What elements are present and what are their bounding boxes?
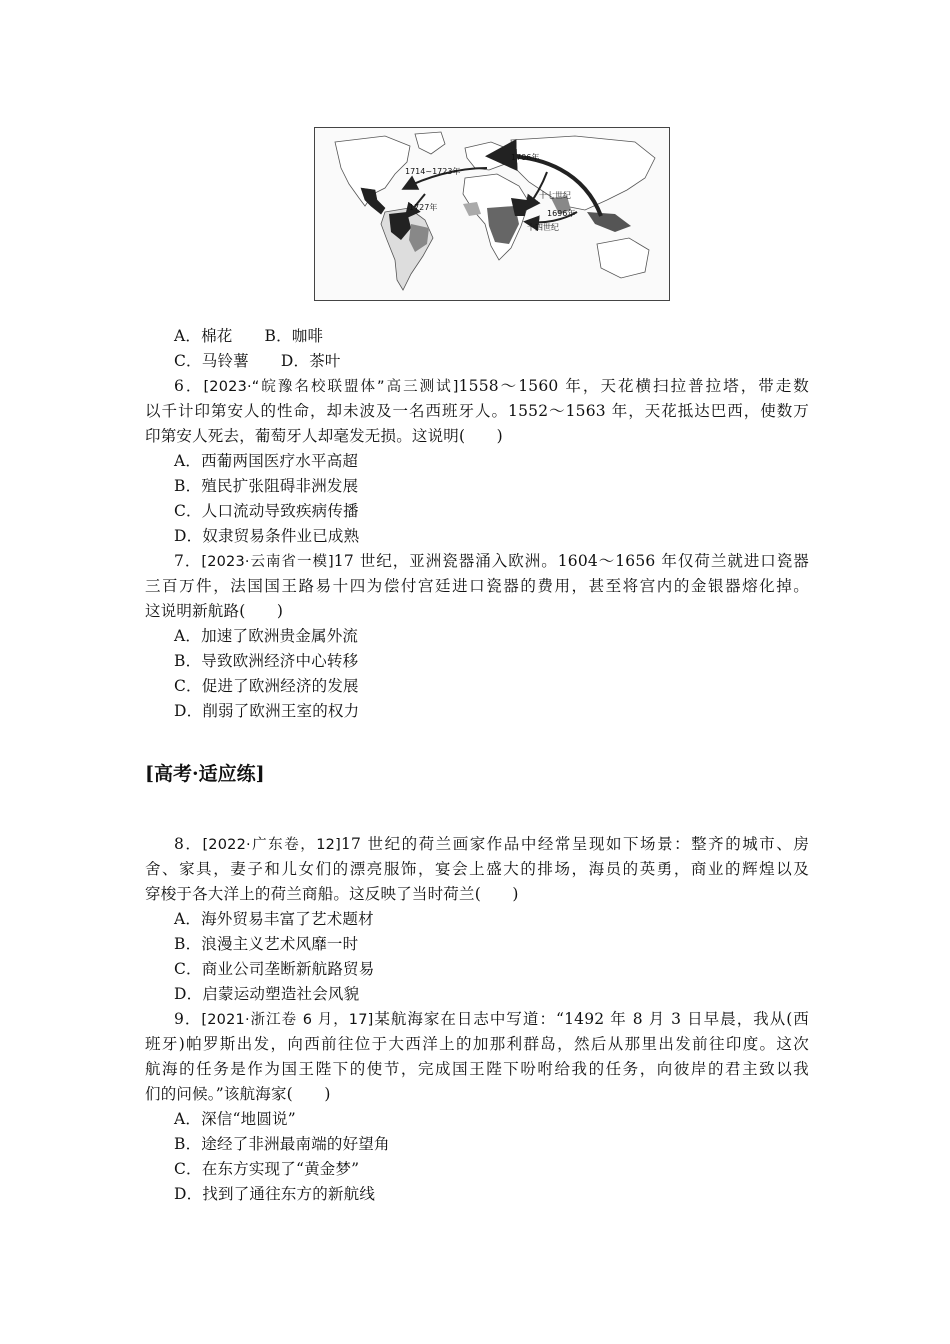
q8-line-1 bbox=[174, 832, 809, 858]
q6-text-1: 1558～1560 年，天花横扫拉普拉塔，带走数 bbox=[458, 377, 810, 395]
q9-source: [2021·浙江卷 6 月，17] bbox=[201, 1012, 374, 1028]
label-17th-century: 十七世纪 bbox=[539, 191, 571, 200]
label-1706: 1706年 bbox=[511, 153, 540, 162]
southeast-asia-islands bbox=[587, 212, 631, 232]
q6-number: 6． bbox=[174, 377, 204, 395]
q7-line-2: 三百万件，法国国王路易十四为偿付宫廷进口瓷器的费用，甚至将宫内的金银器熔化掉。 bbox=[145, 577, 809, 595]
q7-option-a: A．加速了欧洲贵金属外流 bbox=[174, 627, 359, 645]
q5-option-d: D．茶叶 bbox=[280, 352, 341, 370]
q5-option-c: C．马铃薯 bbox=[174, 352, 249, 370]
q6-source: [2023·“皖豫名校联盟体”高三测试] bbox=[203, 379, 459, 395]
q6-option-b: B．殖民扩张阻碍非洲发展 bbox=[174, 477, 359, 495]
label-1714-1723: 1714~1723年 bbox=[405, 167, 461, 176]
q9-option-c: C．在东方实现了“黄金梦” bbox=[174, 1160, 360, 1178]
q5-option-b: B．咖啡 bbox=[264, 327, 324, 345]
q9-option-b: B．途经了非洲最南端的好望角 bbox=[174, 1135, 390, 1153]
australia-shape bbox=[597, 238, 649, 278]
q5-options-row-2 bbox=[174, 349, 838, 374]
q8-number: 8． bbox=[174, 835, 203, 853]
world-map-figure bbox=[314, 127, 670, 301]
q7-option-c: C．促进了欧洲经济的发展 bbox=[174, 677, 359, 695]
q7-text-1: 17 世纪，亚洲瓷器涌入欧洲。1604～1656 年仅荷兰就进口瓷器 bbox=[333, 552, 809, 570]
q8-line-3: 穿梭于各大洋上的荷兰商船。这反映了当时荷兰( ) bbox=[145, 885, 519, 903]
q8-source: [2022·广东卷，12] bbox=[202, 837, 341, 853]
q7-source: [2023·云南省一模] bbox=[201, 554, 334, 570]
q8-text-1: 17 世纪的荷兰画家作品中经常呈现如下场景：整齐的城市、房 bbox=[340, 835, 810, 853]
label-14th-century: 十四世纪 bbox=[527, 223, 559, 232]
greenland-shape bbox=[415, 132, 445, 154]
q6-option-d: D．奴隶贸易条件业已成熟 bbox=[174, 527, 360, 545]
q9-option-a: A．深信“地圆说” bbox=[174, 1110, 296, 1128]
q9-line-2: 班牙)帕罗斯出发，向西前往位于大西洋上的加那利群岛，然后从那里出发前往印度。这次 bbox=[145, 1035, 809, 1053]
q6-line-1 bbox=[174, 374, 809, 400]
q5-option-a: A．棉花 bbox=[174, 327, 233, 345]
q9-number: 9． bbox=[174, 1010, 202, 1028]
q8-option-b: B．浪漫主义艺术风靡一时 bbox=[174, 935, 359, 953]
q6-line-3: 印第安人死去，葡萄牙人却毫发无损。这说明( ) bbox=[145, 427, 503, 445]
q7-option-d: D．削弱了欧洲王室的权力 bbox=[174, 702, 360, 720]
label-1696: 1696年 bbox=[547, 209, 576, 218]
q8-option-d: D．启蒙运动塑造社会风貌 bbox=[174, 985, 360, 1003]
q5-options-row-1 bbox=[174, 324, 838, 349]
q9-line-4: 们的问候。”该航海家( ) bbox=[145, 1085, 331, 1103]
q9-line-1 bbox=[174, 1007, 809, 1033]
label-1727: 1727年 bbox=[409, 203, 438, 212]
section-title: [高考·适应练] bbox=[145, 763, 265, 785]
q6-line-2: 以千计印第安人的性命，却未波及一名西班牙人。1552～1563 年，天花抵达巴西，使数万 bbox=[145, 402, 809, 420]
q8-option-a: A．海外贸易丰富了艺术题材 bbox=[174, 910, 374, 928]
q9-text-1: 某航海家在日志中写道：“1492 年 8 月 3 日早晨，我从(西 bbox=[373, 1010, 809, 1028]
q7-line-3: 这说明新航路( ) bbox=[145, 602, 284, 620]
q6-option-c: C．人口流动导致疾病传播 bbox=[174, 502, 359, 520]
q9-line-3: 航海的任务是作为国王陛下的使节，完成国王陛下吩咐给我的任务，向彼岸的君主致以我 bbox=[145, 1060, 809, 1078]
q8-option-c: C．商业公司垄断新航路贸易 bbox=[174, 960, 375, 978]
q7-option-b: B．导致欧洲经济中心转移 bbox=[174, 652, 359, 670]
q8-line-2: 舍、家具，妻子和儿女们的漂亮服饰，宴会上盛大的排场，海员的英勇，商业的辉煌以及 bbox=[145, 860, 809, 878]
q9-option-d: D．找到了通往东方的新航线 bbox=[174, 1185, 376, 1203]
q6-option-a: A．西葡两国医疗水平高超 bbox=[174, 452, 359, 470]
world-map-svg bbox=[315, 128, 669, 300]
q7-number: 7． bbox=[174, 552, 202, 570]
q7-line-1 bbox=[174, 549, 809, 575]
